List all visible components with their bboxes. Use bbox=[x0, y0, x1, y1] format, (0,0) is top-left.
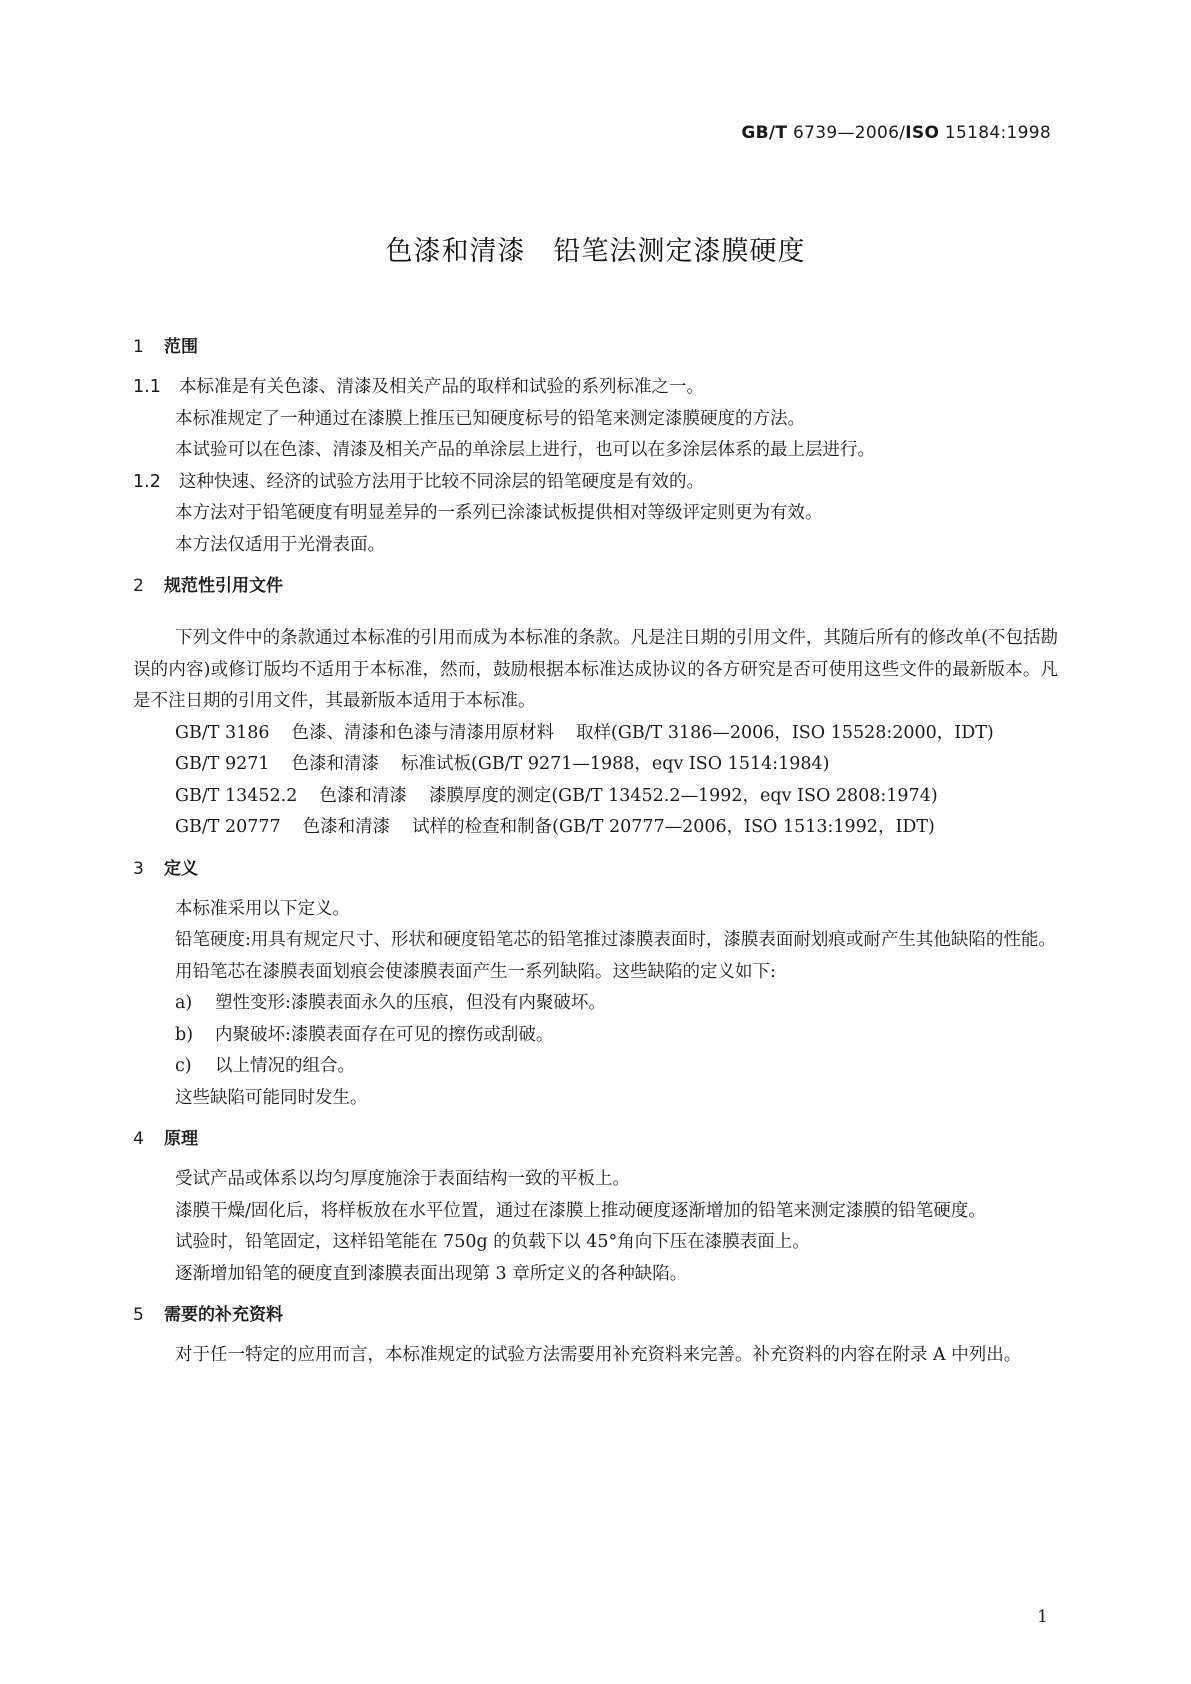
paragraph: 本标准采用以下定义。 bbox=[175, 898, 350, 919]
reference-code: GB/T 9271 bbox=[175, 754, 270, 774]
reference-detail: 取样(GB/T 3186—2006，ISO 15528:2000，IDT) bbox=[576, 722, 994, 743]
iso-number: 15184:1998 bbox=[939, 123, 1051, 143]
paragraph: 这些缺陷可能同时发生。 bbox=[175, 1087, 368, 1108]
list-item-text: 以上情况的组合。 bbox=[215, 1056, 355, 1076]
clause-1-2 bbox=[133, 467, 1058, 499]
section-title: 原理 bbox=[164, 1129, 198, 1149]
section-heading-4 bbox=[133, 1122, 1058, 1156]
reference-item bbox=[133, 781, 1058, 813]
page-number: 1 bbox=[1037, 1607, 1048, 1627]
section-number: 3 bbox=[133, 858, 144, 879]
clause-text: 这种快速、经济的试验方法用于比较不同涂层的铅笔硬度是有效的。 bbox=[179, 471, 704, 492]
paragraph: 漆膜干燥/固化后，将样板放在水平位置，通过在漆膜上推动硬度逐渐增加的铅笔来测定漆膜的铅笔硬度。 bbox=[175, 1200, 986, 1221]
list-marker: c) bbox=[175, 1056, 192, 1076]
reference-code: GB/T 20777 bbox=[175, 817, 281, 837]
reference-title: 色漆和清漆 bbox=[291, 754, 380, 774]
clause-number: 1.2 bbox=[133, 471, 161, 492]
list-marker: b) bbox=[175, 1024, 194, 1045]
section-number: 4 bbox=[133, 1129, 144, 1149]
paragraph: 本方法仅适用于光滑表面。 bbox=[175, 534, 385, 555]
reference-title: 色漆和清漆 bbox=[302, 817, 391, 837]
paragraph: 试验时，铅笔固定，这样铅笔能在 750g 的负载下以 45°角向下压在漆膜表面上。 bbox=[175, 1232, 810, 1252]
reference-code: GB/T 13452.2 bbox=[175, 785, 298, 806]
reference-item bbox=[133, 749, 1058, 781]
reference-item bbox=[133, 812, 1058, 844]
clause-1-1 bbox=[133, 372, 1058, 404]
section-heading-2 bbox=[133, 569, 1058, 603]
paragraph: 对于任一特定的应用而言，本标准规定的试验方法需要用补充资料来完善。补充资料的内容在附录 A 中列出。 bbox=[175, 1345, 1022, 1365]
section-title: 规范性引用文件 bbox=[164, 576, 283, 596]
paragraph: 本方法对于铅笔硬度有明显差异的一系列已涂漆试板提供相对等级评定则更为有效。 bbox=[175, 503, 823, 523]
section-heading-3 bbox=[133, 852, 1058, 886]
section-title: 定义 bbox=[164, 858, 198, 879]
reference-detail: 标准试板(GB/T 9271—1988，eqv ISO 1514:1984) bbox=[401, 754, 830, 774]
reference-title: 色漆、清漆和色漆与清漆用原材料 bbox=[291, 722, 555, 743]
document-title: 色漆和清漆 铅笔法测定漆膜硬度 bbox=[385, 236, 806, 267]
list-item bbox=[133, 1051, 1058, 1083]
reference-item bbox=[133, 718, 1058, 750]
paragraph: 本标准规定了一种通过在漆膜上推压已知硬度标号的铅笔来测定漆膜硬度的方法。 bbox=[175, 408, 805, 429]
section-title: 需要的补充资料 bbox=[164, 1305, 283, 1325]
section-number: 1 bbox=[133, 337, 144, 357]
clause-text: 本标准是有关色漆、清漆及相关产品的取样和试验的系列标准之一。 bbox=[179, 377, 704, 397]
reference-detail: 试样的检查和制备(GB/T 20777—2006，ISO 1513:1992，IDT) bbox=[412, 817, 935, 837]
section-number: 2 bbox=[133, 576, 144, 596]
reference-title: 色漆和清漆 bbox=[319, 785, 407, 806]
list-item bbox=[133, 1020, 1058, 1052]
list-item-text: 塑性变形:漆膜表面永久的压痕，但没有内聚破坏。 bbox=[215, 993, 606, 1013]
section-title: 范围 bbox=[164, 337, 198, 357]
section-number: 5 bbox=[133, 1305, 144, 1325]
reference-detail: 漆膜厚度的测定(GB/T 13452.2—1992，eqv ISO 2808:1974) bbox=[428, 785, 938, 806]
reference-code: GB/T 3186 bbox=[175, 722, 270, 743]
paragraph: 下列文件中的条款通过本标准的引用而成为本标准的条款。凡是注日期的引用文件，其随后所有的修改单(不包括勘误的内容)或修订版均不适用于本标准，然而，鼓励根据本标准达成协议的各方研究是否可使用这些文件的最新版本。凡是不注日期的引用文件，其最新版本适用于本标准。 bbox=[133, 628, 1058, 711]
list-marker: a) bbox=[175, 993, 193, 1013]
iso-prefix: ISO bbox=[905, 123, 940, 143]
paragraph: 逐渐增加铅笔的硬度直到漆膜表面出现第 3 章所定义的各种缺陷。 bbox=[175, 1263, 688, 1284]
list-item bbox=[133, 988, 1058, 1020]
standard-prefix: GB/T bbox=[741, 123, 788, 143]
document-body bbox=[133, 330, 1058, 1372]
paragraph: 铅笔硬度:用具有规定尺寸、形状和硬度铅笔芯的铅笔推过漆膜表面时，漆膜表面耐划痕或耐产生其他缺陷的性能。 bbox=[175, 930, 1056, 950]
clause-number: 1.1 bbox=[133, 377, 161, 397]
standard-number-main: 6739—2006/ bbox=[787, 123, 906, 143]
section-heading-1 bbox=[133, 330, 1058, 364]
standard-number bbox=[741, 123, 1051, 143]
paragraph: 本试验可以在色漆、清漆及相关产品的单涂层上进行，也可以在多涂层体系的最上层进行。 bbox=[175, 440, 875, 460]
paragraph: 受试产品或体系以均匀厚度施涂于表面结构一致的平板上。 bbox=[175, 1169, 630, 1189]
list-item-text: 内聚破坏:漆膜表面存在可见的擦伤或刮破。 bbox=[215, 1024, 554, 1045]
paragraph: 用铅笔芯在漆膜表面划痕会使漆膜表面产生一系列缺陷。这些缺陷的定义如下: bbox=[175, 961, 776, 982]
section-heading-5 bbox=[133, 1298, 1058, 1332]
